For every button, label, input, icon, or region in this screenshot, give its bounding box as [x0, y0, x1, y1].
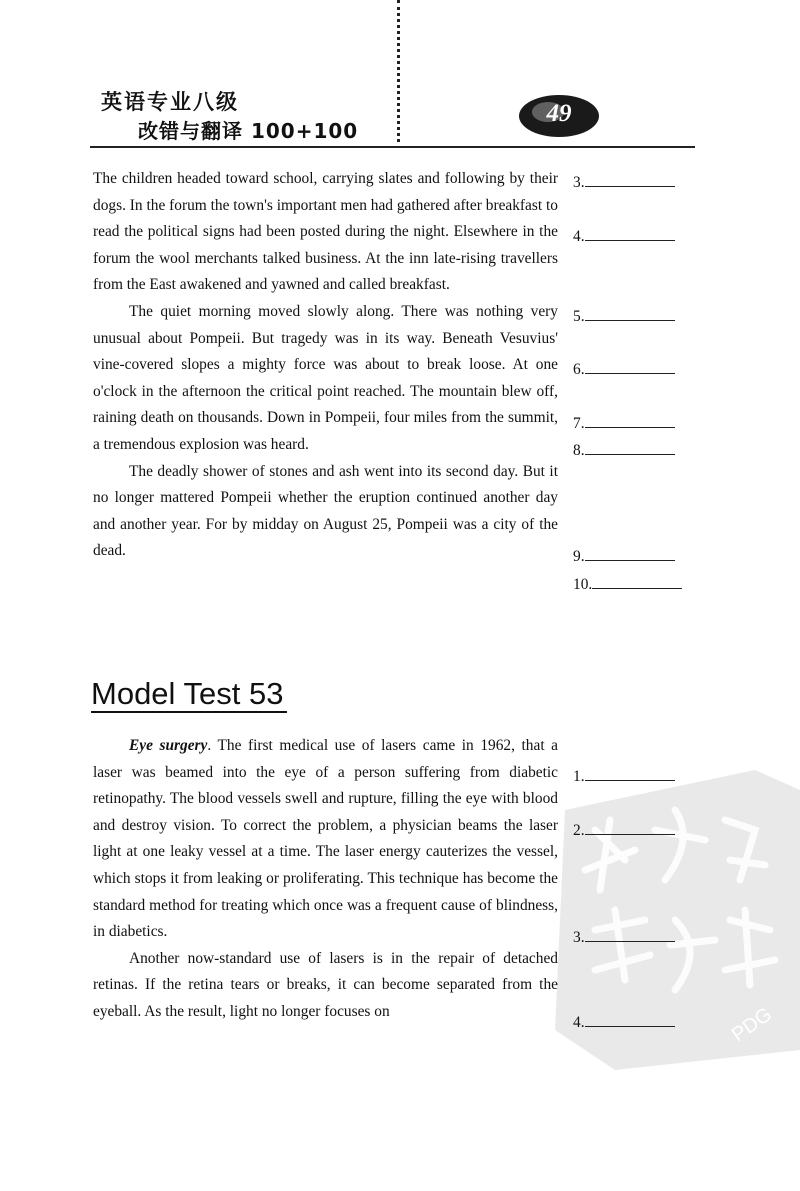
- answer-blank[interactable]: [585, 820, 675, 835]
- paragraph: The quiet morning moved slowly along. There was nothing very unusual about Pompeii. But tragedy was in its way. Beneath Vesuvius' vine-covered slopes a mighty force was about to break loose. At one o'clock in the afternoon the critical point reached. The mountain blew off, raining death on thousands. Down in Pompeii, four miles from the summit, a tremendous explosion was heard.: [93, 302, 558, 453]
- answer-blank[interactable]: [585, 1012, 675, 1027]
- answer-line[interactable]: [573, 927, 675, 947]
- answer-number: 7.: [573, 415, 585, 432]
- answer-number: 3.: [573, 929, 585, 946]
- answer-blank[interactable]: [585, 359, 675, 374]
- answer-line[interactable]: [573, 574, 682, 594]
- passage-text: [93, 166, 558, 565]
- paragraph: The deadly shower of stones and ash went into its second day. But it no longer mattered Pompeii whether the eruption continued another day and another year. For by midday on August 25, Pompeii was a city of the dead.: [93, 462, 558, 560]
- answer-number: 1.: [573, 768, 585, 785]
- answer-number: 5.: [573, 308, 585, 325]
- lead-term: Eye surgery: [129, 737, 208, 754]
- answer-line[interactable]: [573, 306, 675, 326]
- answer-line[interactable]: [573, 766, 675, 786]
- dotted-divider: [397, 0, 400, 142]
- answer-blank[interactable]: [585, 306, 675, 321]
- paragraph: Another now-standard use of lasers is in the repair of detached retinas. If the retina tears or breaks, it can become separated from the eyeball. As the result, light no longer focuses on: [93, 949, 558, 1020]
- answer-blank[interactable]: [585, 546, 675, 561]
- title-underline: [91, 711, 287, 713]
- header-rule: [90, 146, 695, 148]
- answer-number: 10.: [573, 576, 593, 593]
- answer-number: 2.: [573, 822, 585, 839]
- answer-line[interactable]: [573, 172, 675, 192]
- answer-line[interactable]: [573, 413, 675, 433]
- paragraph: [93, 733, 558, 946]
- answer-line[interactable]: [573, 546, 675, 566]
- answer-number: 4.: [573, 228, 585, 245]
- answer-number: 6.: [573, 361, 585, 378]
- paragraph-text: . The first medical use of lasers came in 1962, that a laser was beamed into the eye of a person suffering from diabetic retinopathy. The blood vessels swell and rupture, filling the eye with blood and destroy vision. To correct the problem, a physician beams the laser light at one leaky vessel at a time. The laser energy cauterizes the vessel, which stops it from leaking or proliferating. This technique has become the standard method for treating which once was a frequent cause of blindness, in diabetics.: [93, 737, 558, 941]
- answer-number: 9.: [573, 548, 585, 565]
- book-subtitle: 改错与翻译 100+100: [138, 119, 359, 143]
- answer-blank[interactable]: [585, 440, 675, 455]
- answer-number: 4.: [573, 1014, 585, 1031]
- answer-line[interactable]: [573, 820, 675, 840]
- answer-blank[interactable]: [592, 574, 682, 589]
- book-title: 英语专业八级: [101, 90, 239, 114]
- paragraph: The children headed toward school, carrying slates and following by their dogs. In the forum the town's important men had gathered after breakfast to read the political signs had been posted during the night. Elsewhere in the forum the wool merchants talked business. At the inn late-rising travellers from the East awakened and yawned and called breakfast.: [93, 170, 558, 294]
- answer-blank[interactable]: [585, 413, 675, 428]
- answer-line[interactable]: [573, 359, 675, 379]
- watermark-text: PDG: [727, 1003, 777, 1047]
- page-number: 49: [546, 100, 572, 127]
- answer-number: 3.: [573, 174, 585, 191]
- answer-line[interactable]: [573, 226, 675, 246]
- page-number-badge: [518, 93, 600, 139]
- model-test-passage: [93, 733, 558, 1026]
- section-title: Model Test 53: [91, 676, 284, 711]
- answer-number: 8.: [573, 442, 585, 459]
- answer-blank[interactable]: [585, 927, 675, 942]
- answer-blank[interactable]: [585, 766, 675, 781]
- answer-blank[interactable]: [585, 172, 675, 187]
- answer-blank[interactable]: [585, 226, 675, 241]
- answer-line[interactable]: [573, 1012, 675, 1032]
- answer-line[interactable]: [573, 440, 675, 460]
